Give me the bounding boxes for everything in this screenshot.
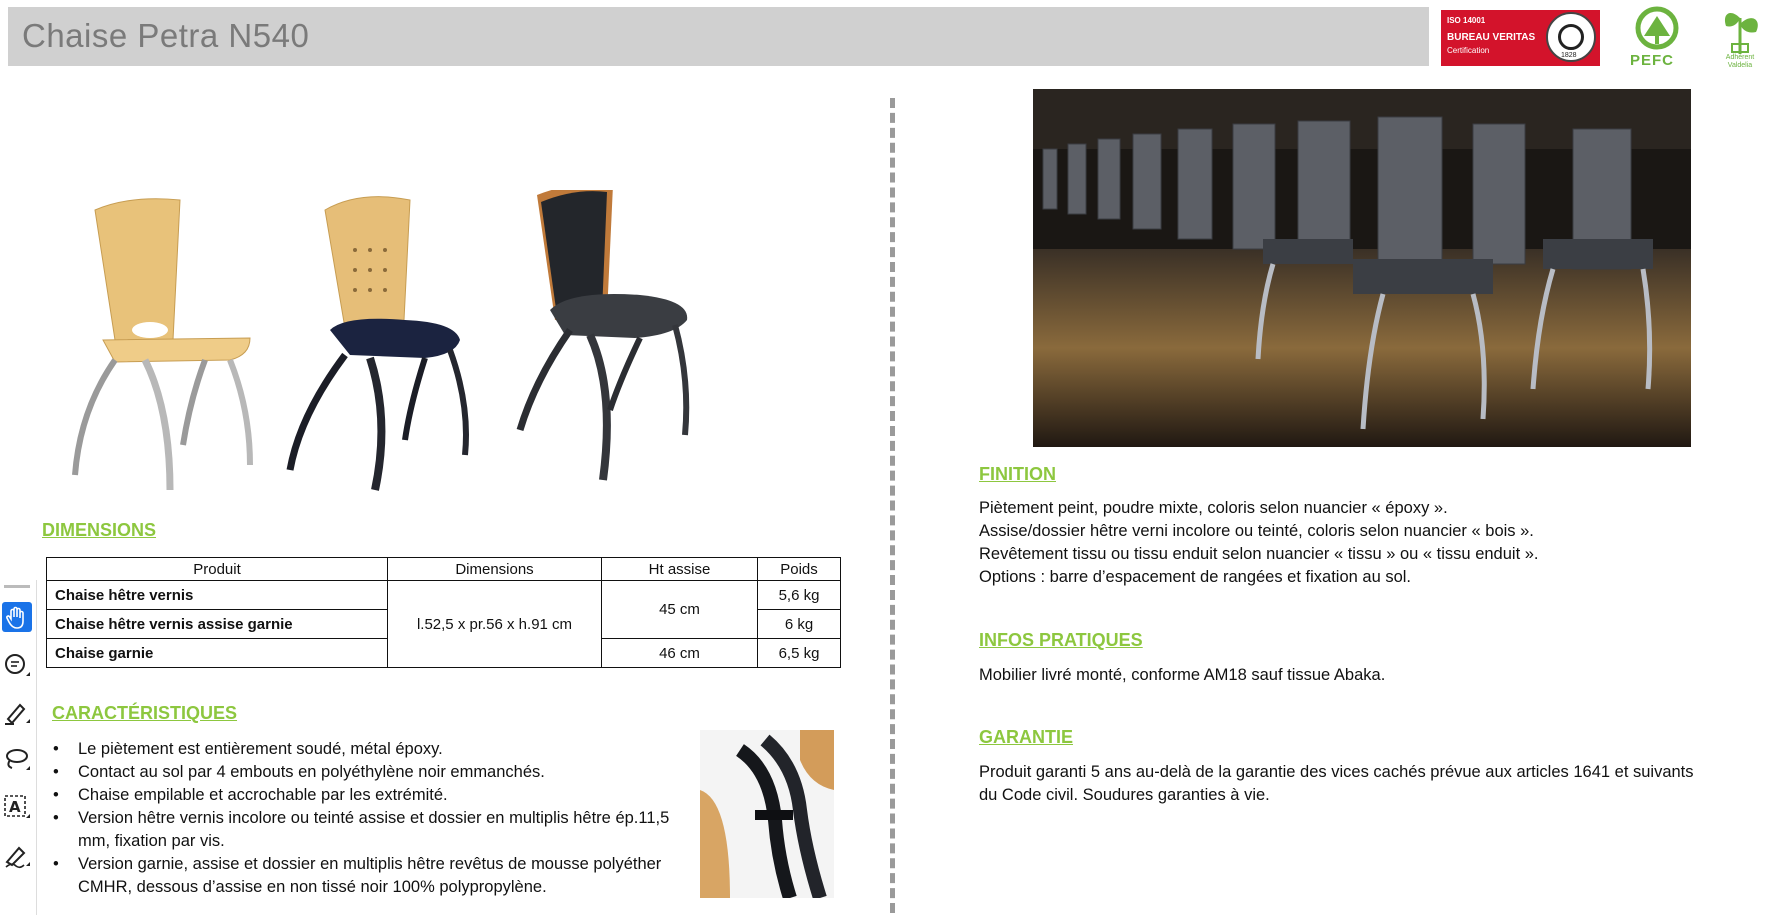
cell-produit: Chaise garnie bbox=[47, 639, 388, 668]
column-divider bbox=[890, 98, 895, 913]
caracteristiques-heading: CARACTÉRISTIQUES bbox=[52, 703, 238, 723]
cell-ht-assise: 46 cm bbox=[602, 639, 758, 668]
col-ht-assise: Ht assise bbox=[602, 558, 758, 581]
infos-heading: INFOS PRATIQUES bbox=[979, 630, 1143, 650]
lasso-icon[interactable] bbox=[2, 744, 32, 774]
title-bar bbox=[8, 7, 1429, 66]
bv-cert-label: Certification bbox=[1447, 46, 1490, 55]
hand-icon[interactable] bbox=[2, 602, 32, 632]
dimensions-heading: DIMENSIONS bbox=[42, 520, 157, 540]
valdelia-label-1: Adhérent bbox=[1725, 54, 1755, 61]
pefc-logo bbox=[1622, 6, 1692, 70]
chair-beech-padded-image bbox=[290, 197, 466, 490]
bv-seal-year: 1828 bbox=[1561, 52, 1577, 59]
highlighter-icon[interactable] bbox=[2, 697, 32, 727]
toolbar-grip[interactable] bbox=[4, 585, 30, 588]
comment-icon[interactable] bbox=[2, 650, 32, 680]
finition-heading: FINITION bbox=[979, 464, 1056, 484]
table-row bbox=[47, 581, 841, 610]
finition-line: Piètement peint, poudre mixte, coloris selon nuancier « époxy ». bbox=[979, 499, 1448, 517]
garantie-line: du Code civil. Soudures garanties à vie. bbox=[979, 786, 1270, 804]
cell-produit: Chaise hêtre vernis bbox=[47, 581, 388, 610]
chair-stack-detail-image bbox=[700, 730, 834, 898]
cell-poids: 6 kg bbox=[758, 610, 841, 639]
list-item: • Version garnie, assise et dossier en multiplis hêtre revêtus de mousse polyéther CMHR, dessous d’assise en non tissé noir 100% polypropylène. bbox=[48, 853, 698, 899]
svg-text:A: A bbox=[9, 798, 21, 816]
bv-name: BUREAU VERITAS bbox=[1447, 32, 1536, 43]
garantie-line: Produit garanti 5 ans au-delà de la garantie des vices cachés prévue aux articles 1641 et suivants bbox=[979, 763, 1694, 781]
garantie-heading: GARANTIE bbox=[979, 727, 1073, 747]
valdelia-plant-icon bbox=[1708, 4, 1772, 56]
dimensions-table bbox=[46, 557, 841, 668]
table-header-row bbox=[47, 558, 841, 581]
bv-seal-icon bbox=[1546, 12, 1596, 62]
text-box-icon[interactable] bbox=[2, 792, 32, 822]
cell-dimensions: l.52,5 x pr.56 x h.91 cm bbox=[388, 581, 602, 668]
finition-text bbox=[979, 497, 1539, 589]
cell-ht-assise: 45 cm bbox=[602, 581, 758, 639]
valdelia-label-2: Valdelia bbox=[1727, 62, 1753, 69]
cell-produit: Chaise hêtre vernis assise garnie bbox=[47, 610, 388, 639]
chair-padded-image bbox=[520, 190, 687, 480]
list-item: • Chaise empilable et accrochable par les extrémité. bbox=[48, 784, 698, 807]
annotation-toolbar bbox=[0, 580, 37, 915]
auditorium-photo bbox=[1033, 89, 1691, 447]
pefc-label: PEFC bbox=[1630, 52, 1675, 69]
finition-line: Options : barre d’espacement de rangées et fixation au sol. bbox=[979, 568, 1412, 586]
bv-iso-label: ISO 14001 bbox=[1447, 16, 1486, 25]
col-dimensions: Dimensions bbox=[388, 558, 602, 581]
valdelia-logo bbox=[1708, 4, 1772, 74]
caracteristiques-list bbox=[48, 738, 698, 899]
infos-text: Mobilier livré monté, conforme AM18 sauf tissue Abaka. bbox=[979, 666, 1386, 684]
col-poids: Poids bbox=[758, 558, 841, 581]
list-item: • Version hêtre vernis incolore ou teinté assise et dossier en multiplis hêtre ép.11,5 mm, fixation par vis. bbox=[48, 807, 698, 853]
bureau-veritas-logo bbox=[1441, 10, 1600, 66]
finition-line: Revêtement tissu ou tissu enduit selon nuancier « tissu » ou « tissu enduit ». bbox=[979, 545, 1539, 563]
chair-beech-image bbox=[75, 199, 250, 490]
page-title: Chaise Petra N540 bbox=[22, 17, 310, 54]
list-item: • Le piètement est entièrement soudé, métal époxy. bbox=[48, 738, 698, 761]
list-item: • Contact au sol par 4 embouts en polyéthylène noir emmanchés. bbox=[48, 761, 698, 784]
finition-line: Assise/dossier hêtre verni incolore ou teinté, coloris selon nuancier « bois ». bbox=[979, 522, 1534, 540]
chair-images bbox=[55, 190, 805, 500]
sign-icon[interactable] bbox=[2, 840, 32, 870]
cell-poids: 6,5 kg bbox=[758, 639, 841, 668]
garantie-text bbox=[979, 761, 1694, 807]
col-produit: Produit bbox=[47, 558, 388, 581]
cell-poids: 5,6 kg bbox=[758, 581, 841, 610]
